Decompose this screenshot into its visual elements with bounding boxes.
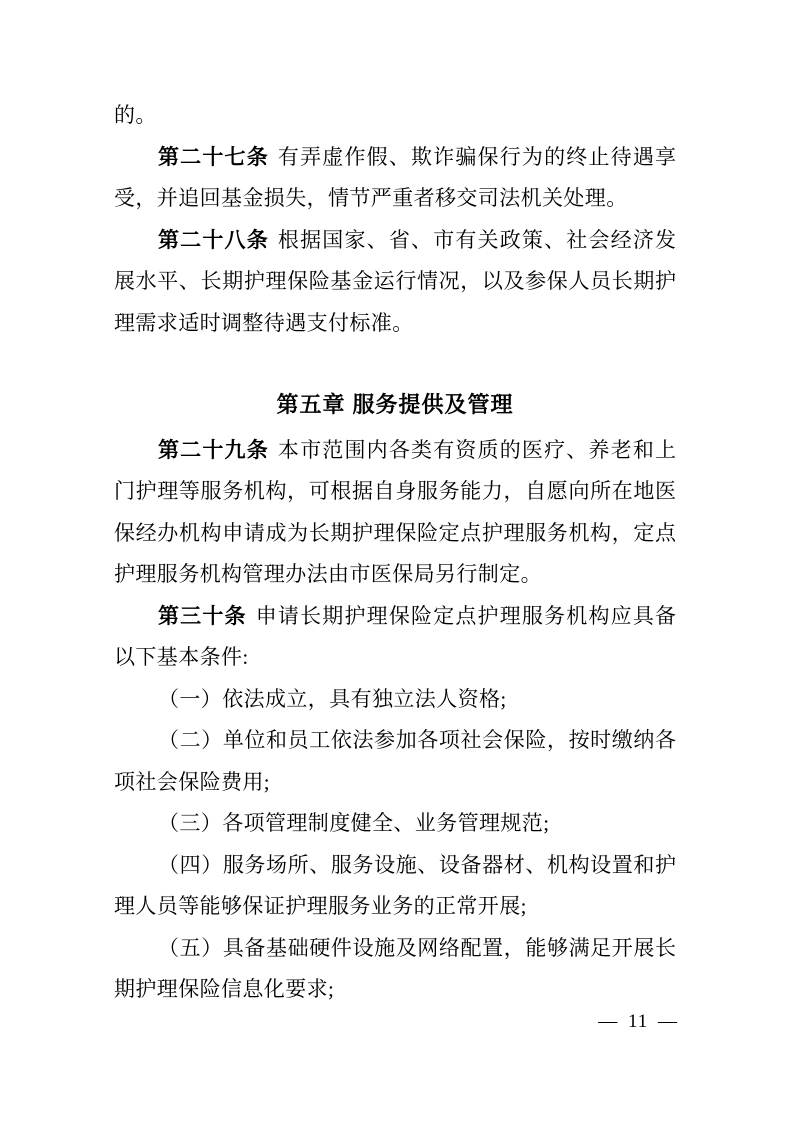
body-line: [114, 596, 676, 638]
list-item-line: （二）单位和员工依法参加各项社会保险，按时缴纳各: [158, 728, 676, 752]
article-number: 第三十条: [158, 604, 247, 628]
body-line: [114, 220, 676, 262]
list-item-line: （三）各项管理制度健全、业务管理规范;: [158, 811, 550, 835]
document-body: [114, 95, 676, 1011]
article-text: 本市范围内各类有资质的医疗、养老和上: [277, 437, 677, 462]
article-text: 申请长期护理保险定点护理服务机构应具备: [255, 603, 677, 628]
page-number: — 11 —: [598, 1011, 678, 1032]
article-number: 第二十九条: [158, 438, 269, 462]
body-line: 受，并追回基金损失，情节严重者移交司法机关处理。: [114, 186, 628, 210]
list-item-line: （四）服务场所、服务设施、设备器材、机构设置和护: [158, 852, 676, 877]
body-line: 展水平、长期护理保险基金运行情况，以及参保人员长期护: [114, 269, 676, 293]
chapter-heading: 第五章 服务提供及管理: [276, 392, 514, 417]
body-line: 门护理等服务机构，可根据自身服务能力，自愿向所在地医: [114, 479, 676, 503]
body-line: [114, 430, 676, 472]
article-number: 第二十七条: [158, 145, 269, 169]
list-item-line: （五）具备基础硬件设施及网络配置，能够满足开展长: [158, 935, 676, 960]
body-line: 以下基本条件:: [114, 645, 249, 669]
body-line: 理需求适时调整待遇支付标准。: [114, 310, 414, 335]
article-text: 根据国家、省、市有关政策、社会经济发: [277, 227, 677, 252]
body-line: 的。: [114, 103, 157, 127]
body-line: 护理服务机构管理办法由市医保局另行制定。: [114, 562, 542, 586]
body-line: 保经办机构申请成为长期护理保险定点护理服务机构，定点: [114, 520, 676, 545]
body-line: 项社会保险费用;: [114, 769, 271, 794]
body-line: 理人员等能够保证护理服务业务的正常开展;: [114, 894, 527, 918]
list-item-line: （一）依法成立，具有独立法人资格;: [158, 686, 507, 711]
body-line: [114, 137, 676, 179]
article-text: 有弄虚作假、欺诈骗保行为的终止待遇享: [277, 144, 677, 169]
article-number: 第二十八条: [158, 228, 269, 252]
body-line: 期护理保险信息化要求;: [114, 977, 335, 1001]
